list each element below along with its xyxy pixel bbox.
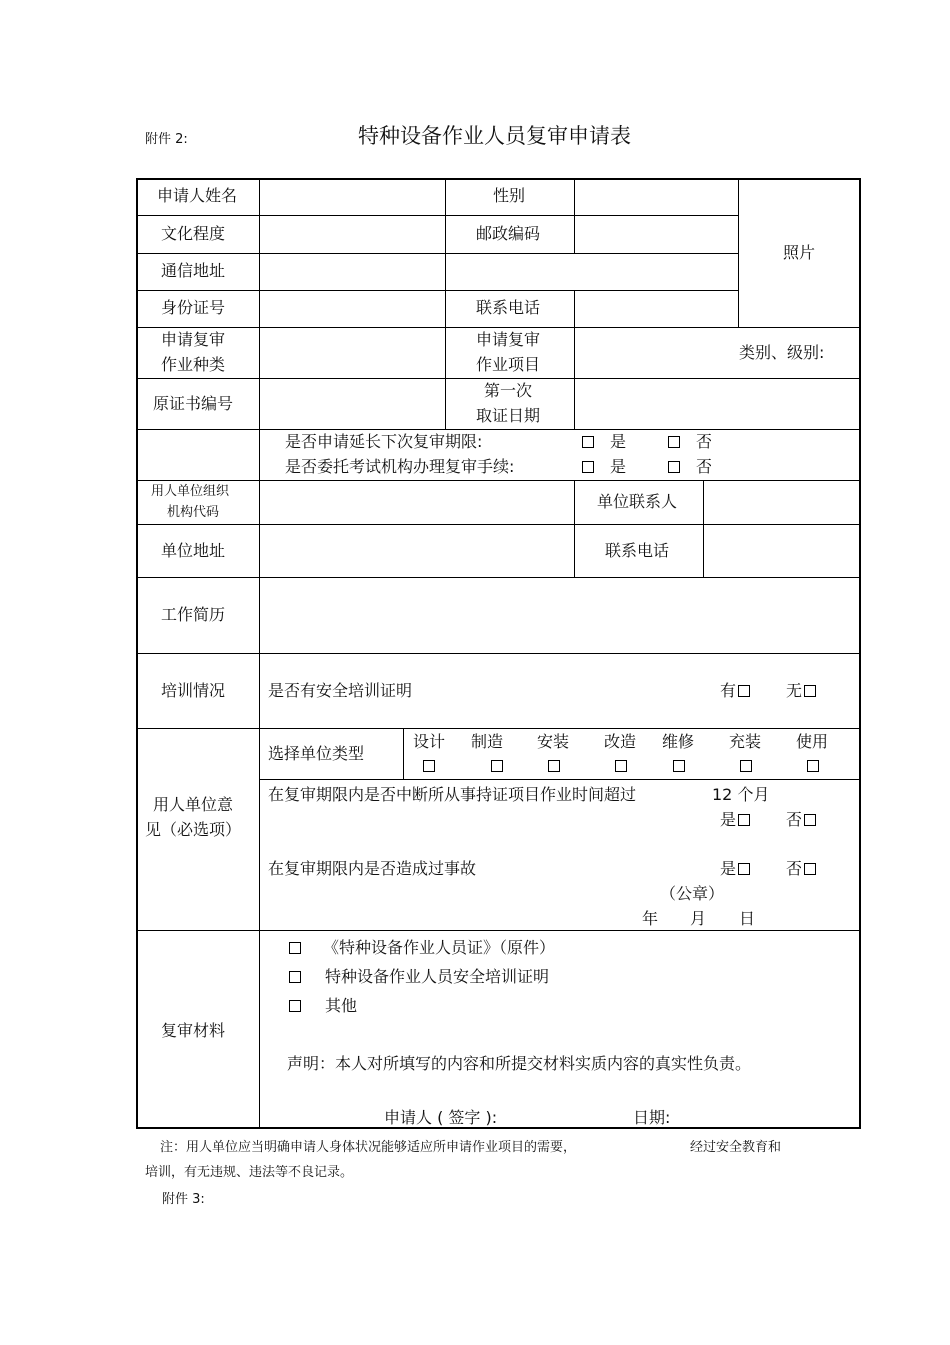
material-certificate-checkbox[interactable]	[289, 942, 301, 954]
accident-yes-checkbox[interactable]	[738, 863, 750, 875]
training-none-label: 无	[786, 681, 803, 700]
unit-type-maintain-checkbox[interactable]	[673, 760, 685, 772]
training-has-checkbox[interactable]	[738, 685, 750, 697]
unit-type-manufacture-label: 制造	[470, 732, 504, 751]
review-category-label-line1: 申请复审	[160, 330, 226, 349]
footnote-line2: 培训，有无违规、违法等不良记录。	[145, 1165, 354, 1180]
unit-phone-label: 联系电话	[604, 541, 670, 560]
employer-opinion-label-line1: 用人单位意	[152, 795, 234, 814]
seal-year-label: 年	[642, 909, 659, 928]
accident-yes-label: 是	[720, 859, 737, 878]
review-item-label-line2: 作业项目	[475, 355, 541, 374]
training-none-checkbox[interactable]	[804, 685, 816, 697]
extend-period-question: 是否申请延长下次复审期限:	[285, 432, 483, 451]
id-number-label: 身份证号	[160, 298, 226, 317]
training-question: 是否有安全培训证明	[268, 681, 413, 700]
accident-question: 在复审期限内是否造成过事故	[268, 859, 477, 878]
form-title: 特种设备作业人员复审申请表	[358, 124, 631, 148]
delegate-yes-checkbox[interactable]	[582, 461, 594, 473]
unit-type-fill-checkbox[interactable]	[740, 760, 752, 772]
applicant-name-label: 申请人姓名	[156, 186, 238, 205]
delegate-yes-label: 是	[610, 457, 627, 476]
org-code-label-line1: 用人单位组织	[150, 484, 230, 499]
unit-type-use-checkbox[interactable]	[807, 760, 819, 772]
declaration-text: 声明：本人对所填写的内容和所提交材料实质内容的真实性负责。	[287, 1054, 752, 1073]
extend-no-label: 否	[696, 432, 713, 451]
unit-type-modify-label: 改造	[603, 732, 637, 751]
photo-label: 照片	[782, 243, 816, 262]
interrupt-no-checkbox[interactable]	[804, 814, 816, 826]
material-certificate-label: 《特种设备作业人员证》（原件）	[323, 938, 556, 957]
seal-day-label: 日	[739, 909, 756, 928]
mailing-address-label: 通信地址	[160, 261, 226, 280]
interrupt-yes-checkbox[interactable]	[738, 814, 750, 826]
footnote-line1: 注：用人单位应当明确申请人身体状况能够适应所申请作业项目的需要，	[160, 1140, 577, 1155]
material-training-proof-label: 特种设备作业人员安全培训证明	[325, 967, 550, 986]
attachment-label: 附件 2:	[145, 132, 188, 147]
extend-no-checkbox[interactable]	[668, 436, 680, 448]
footnote-line1-end: 经过安全教育和	[690, 1140, 782, 1155]
gender-label: 性别	[492, 186, 526, 205]
unit-type-install-label: 安装	[536, 732, 570, 751]
first-cert-date-label-line1: 第一次	[483, 381, 533, 400]
phone-label: 联系电话	[475, 298, 541, 317]
training-label: 培训情况	[160, 681, 226, 700]
extend-yes-label: 是	[610, 432, 627, 451]
unit-type-fill-label: 充装	[728, 732, 762, 751]
signature-date-label: 日期:	[633, 1108, 671, 1127]
training-has-label: 有	[720, 681, 737, 700]
unit-type-label: 选择单位类型	[268, 744, 365, 763]
employer-opinion-label-line2: 见（必选项）	[144, 820, 242, 839]
official-seal-label: （公章）	[660, 884, 725, 903]
unit-type-use-label: 使用	[795, 732, 829, 751]
material-other-label: 其他	[325, 996, 358, 1015]
org-code-label-line2: 机构代码	[166, 505, 220, 520]
first-cert-date-label-line2: 取证日期	[475, 406, 541, 425]
unit-contact-label: 单位联系人	[596, 492, 678, 511]
unit-type-modify-checkbox[interactable]	[615, 760, 627, 772]
next-attachment-label: 附件 3:	[162, 1192, 205, 1207]
material-training-proof-checkbox[interactable]	[289, 971, 301, 983]
unit-type-maintain-label: 维修	[661, 732, 695, 751]
unit-type-design-label: 设计	[412, 732, 446, 751]
unit-type-design-checkbox[interactable]	[423, 760, 435, 772]
interrupt-yes-label: 是	[720, 810, 737, 829]
postcode-label: 邮政编码	[475, 224, 541, 243]
applicant-signature-label: 申请人 ( 签字 ):	[384, 1108, 498, 1127]
original-cert-number-label: 原证书编号	[152, 394, 234, 413]
review-item-label-line1: 申请复审	[475, 330, 541, 349]
interrupt-question: 在复审期限内是否中断所从事持证项目作业时间超过	[268, 785, 637, 804]
delegate-exam-question: 是否委托考试机构办理复审手续:	[285, 457, 515, 476]
unit-type-manufacture-checkbox[interactable]	[491, 760, 503, 772]
education-label: 文化程度	[160, 224, 226, 243]
accident-no-checkbox[interactable]	[804, 863, 816, 875]
unit-type-install-checkbox[interactable]	[548, 760, 560, 772]
seal-month-label: 月	[690, 909, 707, 928]
review-category-label-line2: 作业种类	[160, 355, 226, 374]
extend-yes-checkbox[interactable]	[582, 436, 594, 448]
delegate-no-checkbox[interactable]	[668, 461, 680, 473]
delegate-no-label: 否	[696, 457, 713, 476]
interrupt-no-label: 否	[786, 810, 803, 829]
unit-address-label: 单位地址	[160, 541, 226, 560]
class-level-label: 类别、级别:	[739, 343, 825, 362]
accident-no-label: 否	[786, 859, 803, 878]
months-label: 12 个月	[712, 785, 770, 804]
material-other-checkbox[interactable]	[289, 1000, 301, 1012]
review-materials-label: 复审材料	[160, 1021, 226, 1040]
work-resume-label: 工作简历	[160, 605, 226, 624]
